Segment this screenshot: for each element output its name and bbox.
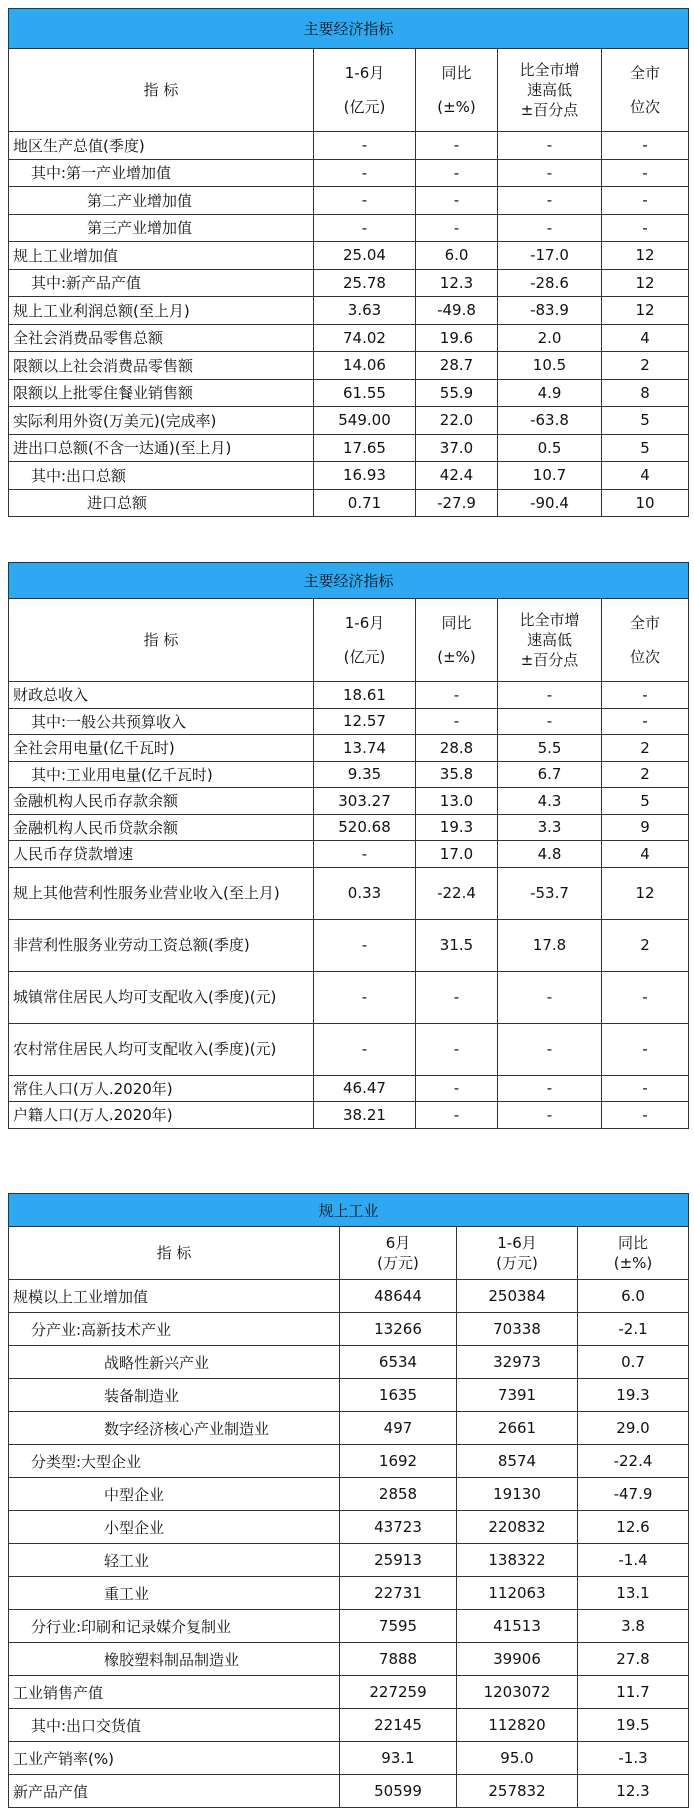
row-value-v1: 25.78 bbox=[314, 269, 416, 297]
row-value-v2: - bbox=[416, 132, 498, 160]
row-value-v3: - bbox=[498, 1075, 602, 1102]
table-row bbox=[9, 434, 689, 462]
row-value-v3: 4.3 bbox=[498, 788, 602, 815]
table-row bbox=[9, 324, 689, 352]
row-indicator-name: 其中:第一产业增加值 bbox=[9, 159, 314, 187]
header-col3: 比全市增 速高低 ±百分点 bbox=[498, 599, 602, 682]
row-value-v1: - bbox=[314, 132, 416, 160]
table-row bbox=[9, 1313, 689, 1346]
row-value-v1: 22731 bbox=[340, 1577, 457, 1610]
row-value-v1: - bbox=[314, 159, 416, 187]
table-row bbox=[9, 919, 689, 971]
header-indicator: 指 标 bbox=[9, 49, 314, 132]
row-value-v4: 4 bbox=[602, 462, 689, 490]
table-row bbox=[9, 352, 689, 380]
row-value-v2: - bbox=[416, 159, 498, 187]
row-value-v1: 549.00 bbox=[314, 407, 416, 435]
row-value-v2: 28.8 bbox=[416, 735, 498, 762]
row-value-v3: 17.8 bbox=[498, 919, 602, 971]
header-indicator: 指 标 bbox=[9, 1227, 340, 1280]
row-value-v4: 5 bbox=[602, 407, 689, 435]
header-col2: 1-6月 (万元) bbox=[457, 1227, 578, 1280]
row-value-v4: - bbox=[602, 1102, 689, 1129]
row-value-v3: - bbox=[498, 187, 602, 215]
row-value-v3: - bbox=[498, 159, 602, 187]
row-value-v1: 0.71 bbox=[314, 489, 416, 517]
row-value-v1: 18.61 bbox=[314, 682, 416, 709]
row-value-v1: 13.74 bbox=[314, 735, 416, 762]
row-value-v4: - bbox=[602, 214, 689, 242]
row-value-v3: 2.0 bbox=[498, 324, 602, 352]
row-value-v2: 31.5 bbox=[416, 919, 498, 971]
row-value-v1: 48644 bbox=[340, 1280, 457, 1313]
row-value-v1: - bbox=[314, 841, 416, 868]
table-row bbox=[9, 1075, 689, 1102]
row-value-v1: 6534 bbox=[340, 1346, 457, 1379]
row-value-v1: 16.93 bbox=[314, 462, 416, 490]
row-indicator-name: 第三产业增加值 bbox=[9, 214, 314, 242]
row-value-v2: 1203072 bbox=[457, 1676, 578, 1709]
row-value-v4: 8 bbox=[602, 379, 689, 407]
row-value-v2: 35.8 bbox=[416, 761, 498, 788]
header-col1: 1-6月 (亿元) bbox=[314, 49, 416, 132]
row-value-v2: - bbox=[416, 187, 498, 215]
row-value-v3: 3.3 bbox=[498, 814, 602, 841]
table-row bbox=[9, 489, 689, 517]
row-value-v4: 12 bbox=[602, 242, 689, 270]
row-value-v3: -90.4 bbox=[498, 489, 602, 517]
row-value-v3: 6.0 bbox=[578, 1280, 689, 1313]
row-value-v2: 112820 bbox=[457, 1709, 578, 1742]
row-value-v1: 13266 bbox=[340, 1313, 457, 1346]
row-value-v1: 74.02 bbox=[314, 324, 416, 352]
row-value-v4: 2 bbox=[602, 919, 689, 971]
row-value-v1: 303.27 bbox=[314, 788, 416, 815]
row-value-v4: 5 bbox=[602, 788, 689, 815]
header-col2: 同比 (±%) bbox=[416, 599, 498, 682]
row-indicator-name: 规上工业增加值 bbox=[9, 242, 314, 270]
row-indicator-name: 进出口总额(不含一达通)(至上月) bbox=[9, 434, 314, 462]
table-row bbox=[9, 1379, 689, 1412]
row-value-v1: 17.65 bbox=[314, 434, 416, 462]
row-value-v1: - bbox=[314, 214, 416, 242]
row-indicator-name: 分类型:大型企业 bbox=[9, 1445, 340, 1478]
row-value-v4: - bbox=[602, 132, 689, 160]
row-value-v1: 50599 bbox=[340, 1775, 457, 1808]
row-indicator-name: 工业产销率(%) bbox=[9, 1742, 340, 1775]
row-value-v1: 43723 bbox=[340, 1511, 457, 1544]
table-row bbox=[9, 735, 689, 762]
row-value-v3: - bbox=[498, 1102, 602, 1129]
row-value-v1: 7595 bbox=[340, 1610, 457, 1643]
row-value-v1: - bbox=[314, 1023, 416, 1075]
row-value-v4: - bbox=[602, 708, 689, 735]
table-row bbox=[9, 214, 689, 242]
row-value-v4: - bbox=[602, 187, 689, 215]
row-value-v2: 70338 bbox=[457, 1313, 578, 1346]
row-indicator-name: 财政总收入 bbox=[9, 682, 314, 709]
header-col4: 全市 位次 bbox=[602, 599, 689, 682]
row-value-v1: 61.55 bbox=[314, 379, 416, 407]
header-col1: 6月 (万元) bbox=[340, 1227, 457, 1280]
table-row bbox=[9, 867, 689, 919]
row-value-v2: 37.0 bbox=[416, 434, 498, 462]
row-value-v1: 38.21 bbox=[314, 1102, 416, 1129]
row-value-v3: - bbox=[498, 708, 602, 735]
row-value-v4: 4 bbox=[602, 841, 689, 868]
row-indicator-name: 规上工业利润总额(至上月) bbox=[9, 297, 314, 325]
row-value-v2: 19.6 bbox=[416, 324, 498, 352]
row-value-v2: 220832 bbox=[457, 1511, 578, 1544]
row-value-v1: 25.04 bbox=[314, 242, 416, 270]
header-col3: 同比 (±%) bbox=[578, 1227, 689, 1280]
row-value-v3: -22.4 bbox=[578, 1445, 689, 1478]
row-value-v3: -17.0 bbox=[498, 242, 602, 270]
row-value-v3: -47.9 bbox=[578, 1478, 689, 1511]
row-value-v4: - bbox=[602, 159, 689, 187]
row-value-v2: 39906 bbox=[457, 1643, 578, 1676]
table-row bbox=[9, 814, 689, 841]
row-value-v4: 12 bbox=[602, 269, 689, 297]
row-value-v1: - bbox=[314, 187, 416, 215]
row-indicator-name: 限额以上批零住餐业销售额 bbox=[9, 379, 314, 407]
row-indicator-name: 限额以上社会消费品零售额 bbox=[9, 352, 314, 380]
row-value-v3: 10.7 bbox=[498, 462, 602, 490]
table-row bbox=[9, 1445, 689, 1478]
row-value-v3: 0.5 bbox=[498, 434, 602, 462]
table-body bbox=[9, 132, 689, 517]
row-value-v2: -27.9 bbox=[416, 489, 498, 517]
table-title: 规上工业 bbox=[9, 1194, 689, 1227]
row-indicator-name: 新产品产值 bbox=[9, 1775, 340, 1808]
row-indicator-name: 分行业:印刷和记录媒介复制业 bbox=[9, 1610, 340, 1643]
row-value-v2: - bbox=[416, 708, 498, 735]
table-row bbox=[9, 1346, 689, 1379]
row-value-v1: 9.35 bbox=[314, 761, 416, 788]
table-row bbox=[9, 1102, 689, 1129]
table-row bbox=[9, 1643, 689, 1676]
row-value-v2: 32973 bbox=[457, 1346, 578, 1379]
row-value-v4: 2 bbox=[602, 352, 689, 380]
row-value-v1: 22145 bbox=[340, 1709, 457, 1742]
row-indicator-name: 全社会消费品零售总额 bbox=[9, 324, 314, 352]
row-value-v2: - bbox=[416, 1023, 498, 1075]
row-value-v2: 138322 bbox=[457, 1544, 578, 1577]
table-title: 主要经济指标 bbox=[9, 563, 689, 599]
main-indicators-table-2 bbox=[8, 562, 689, 1129]
row-value-v2: 6.0 bbox=[416, 242, 498, 270]
row-value-v2: - bbox=[416, 1102, 498, 1129]
row-indicator-name: 金融机构人民币贷款余额 bbox=[9, 814, 314, 841]
row-value-v4: - bbox=[602, 971, 689, 1023]
row-value-v2: 42.4 bbox=[416, 462, 498, 490]
row-indicator-name: 轻工业 bbox=[9, 1544, 340, 1577]
row-value-v2: 19.3 bbox=[416, 814, 498, 841]
row-indicator-name: 规上其他营利性服务业营业收入(至上月) bbox=[9, 867, 314, 919]
row-value-v3: -53.7 bbox=[498, 867, 602, 919]
row-value-v1: 46.47 bbox=[314, 1075, 416, 1102]
row-value-v2: 19130 bbox=[457, 1478, 578, 1511]
table-row bbox=[9, 1709, 689, 1742]
table-row bbox=[9, 971, 689, 1023]
row-indicator-name: 实际利用外资(万美元)(完成率) bbox=[9, 407, 314, 435]
header-col3: 比全市增 速高低 ±百分点 bbox=[498, 49, 602, 132]
row-value-v3: -63.8 bbox=[498, 407, 602, 435]
row-indicator-name: 全社会用电量(亿千瓦时) bbox=[9, 735, 314, 762]
row-indicator-name: 第二产业增加值 bbox=[9, 187, 314, 215]
table-body bbox=[9, 1280, 689, 1808]
row-value-v3: 4.8 bbox=[498, 841, 602, 868]
row-value-v4: 4 bbox=[602, 324, 689, 352]
table-row bbox=[9, 159, 689, 187]
row-indicator-name: 其中:一般公共预算收入 bbox=[9, 708, 314, 735]
row-value-v3: 6.7 bbox=[498, 761, 602, 788]
row-value-v3: - bbox=[498, 214, 602, 242]
row-value-v1: - bbox=[314, 919, 416, 971]
row-value-v1: 93.1 bbox=[340, 1742, 457, 1775]
table-row bbox=[9, 1676, 689, 1709]
header-indicator: 指 标 bbox=[9, 599, 314, 682]
row-indicator-name: 分产业:高新技术产业 bbox=[9, 1313, 340, 1346]
header-col4: 全市 位次 bbox=[602, 49, 689, 132]
row-value-v1: 12.57 bbox=[314, 708, 416, 735]
table-row bbox=[9, 1023, 689, 1075]
table-row bbox=[9, 242, 689, 270]
row-value-v1: 227259 bbox=[340, 1676, 457, 1709]
row-value-v1: 497 bbox=[340, 1412, 457, 1445]
table-body bbox=[9, 682, 689, 1129]
row-indicator-name: 装备制造业 bbox=[9, 1379, 340, 1412]
row-indicator-name: 户籍人口(万人.2020年) bbox=[9, 1102, 314, 1129]
row-value-v3: -83.9 bbox=[498, 297, 602, 325]
table-row bbox=[9, 682, 689, 709]
row-value-v4: 2 bbox=[602, 761, 689, 788]
row-indicator-name: 其中:出口总额 bbox=[9, 462, 314, 490]
row-value-v2: 22.0 bbox=[416, 407, 498, 435]
row-indicator-name: 战略性新兴产业 bbox=[9, 1346, 340, 1379]
row-value-v1: 2858 bbox=[340, 1478, 457, 1511]
row-value-v3: 13.1 bbox=[578, 1577, 689, 1610]
row-value-v3: -2.1 bbox=[578, 1313, 689, 1346]
row-value-v3: 12.6 bbox=[578, 1511, 689, 1544]
row-value-v2: - bbox=[416, 971, 498, 1023]
table-row bbox=[9, 1577, 689, 1610]
row-value-v1: 3.63 bbox=[314, 297, 416, 325]
row-value-v2: 12.3 bbox=[416, 269, 498, 297]
row-value-v3: 3.8 bbox=[578, 1610, 689, 1643]
row-value-v2: 95.0 bbox=[457, 1742, 578, 1775]
row-value-v4: 5 bbox=[602, 434, 689, 462]
row-value-v2: 13.0 bbox=[416, 788, 498, 815]
row-indicator-name: 非营利性服务业劳动工资总额(季度) bbox=[9, 919, 314, 971]
row-indicator-name: 规模以上工业增加值 bbox=[9, 1280, 340, 1313]
row-value-v2: -49.8 bbox=[416, 297, 498, 325]
row-value-v1: - bbox=[314, 971, 416, 1023]
row-value-v1: 7888 bbox=[340, 1643, 457, 1676]
table-row bbox=[9, 708, 689, 735]
row-value-v2: 250384 bbox=[457, 1280, 578, 1313]
row-indicator-name: 中型企业 bbox=[9, 1478, 340, 1511]
table-row bbox=[9, 1742, 689, 1775]
row-value-v2: 55.9 bbox=[416, 379, 498, 407]
row-value-v3: 29.0 bbox=[578, 1412, 689, 1445]
table-row bbox=[9, 407, 689, 435]
row-value-v3: 0.7 bbox=[578, 1346, 689, 1379]
row-value-v4: 12 bbox=[602, 867, 689, 919]
row-value-v3: 11.7 bbox=[578, 1676, 689, 1709]
row-value-v3: 5.5 bbox=[498, 735, 602, 762]
table-row bbox=[9, 1775, 689, 1808]
row-value-v3: - bbox=[498, 682, 602, 709]
row-value-v1: 520.68 bbox=[314, 814, 416, 841]
row-value-v4: 12 bbox=[602, 297, 689, 325]
header-col1: 1-6月 (亿元) bbox=[314, 599, 416, 682]
table-row bbox=[9, 788, 689, 815]
table-title: 主要经济指标 bbox=[9, 9, 689, 49]
row-value-v2: - bbox=[416, 214, 498, 242]
row-value-v3: 10.5 bbox=[498, 352, 602, 380]
row-indicator-name: 重工业 bbox=[9, 1577, 340, 1610]
row-value-v2: 2661 bbox=[457, 1412, 578, 1445]
row-indicator-name: 人民币存贷款增速 bbox=[9, 841, 314, 868]
table-row bbox=[9, 1280, 689, 1313]
row-value-v1: 25913 bbox=[340, 1544, 457, 1577]
row-indicator-name: 小型企业 bbox=[9, 1511, 340, 1544]
row-indicator-name: 地区生产总值(季度) bbox=[9, 132, 314, 160]
table-row bbox=[9, 269, 689, 297]
table-row bbox=[9, 1478, 689, 1511]
row-value-v4: - bbox=[602, 1023, 689, 1075]
row-value-v1: 0.33 bbox=[314, 867, 416, 919]
row-value-v3: -1.4 bbox=[578, 1544, 689, 1577]
table-row bbox=[9, 841, 689, 868]
row-value-v2: - bbox=[416, 682, 498, 709]
row-value-v3: - bbox=[498, 971, 602, 1023]
row-value-v4: 9 bbox=[602, 814, 689, 841]
row-value-v4: - bbox=[602, 1075, 689, 1102]
row-value-v1: 14.06 bbox=[314, 352, 416, 380]
row-indicator-name: 其中:出口交货值 bbox=[9, 1709, 340, 1742]
row-indicator-name: 其中:工业用电量(亿千瓦时) bbox=[9, 761, 314, 788]
row-indicator-name: 常住人口(万人.2020年) bbox=[9, 1075, 314, 1102]
row-value-v2: 257832 bbox=[457, 1775, 578, 1808]
row-indicator-name: 工业销售产值 bbox=[9, 1676, 340, 1709]
table-row bbox=[9, 187, 689, 215]
row-indicator-name: 其中:新产品产值 bbox=[9, 269, 314, 297]
row-value-v1: 1692 bbox=[340, 1445, 457, 1478]
row-value-v1: 1635 bbox=[340, 1379, 457, 1412]
row-value-v2: 28.7 bbox=[416, 352, 498, 380]
row-value-v3: 27.8 bbox=[578, 1643, 689, 1676]
row-indicator-name: 数字经济核心产业制造业 bbox=[9, 1412, 340, 1445]
table-row bbox=[9, 462, 689, 490]
row-indicator-name: 橡胶塑料制品制造业 bbox=[9, 1643, 340, 1676]
row-value-v4: 2 bbox=[602, 735, 689, 762]
main-indicators-table-1 bbox=[8, 8, 689, 517]
row-indicator-name: 金融机构人民币存款余额 bbox=[9, 788, 314, 815]
row-value-v4: 10 bbox=[602, 489, 689, 517]
row-value-v3: - bbox=[498, 132, 602, 160]
row-value-v2: -22.4 bbox=[416, 867, 498, 919]
row-value-v3: -1.3 bbox=[578, 1742, 689, 1775]
row-value-v3: 19.5 bbox=[578, 1709, 689, 1742]
industry-table bbox=[8, 1193, 689, 1808]
table-row bbox=[9, 379, 689, 407]
row-value-v3: 4.9 bbox=[498, 379, 602, 407]
row-indicator-name: 农村常住居民人均可支配收入(季度)(元) bbox=[9, 1023, 314, 1075]
row-value-v3: - bbox=[498, 1023, 602, 1075]
table-row bbox=[9, 1412, 689, 1445]
row-value-v3: -28.6 bbox=[498, 269, 602, 297]
table-row bbox=[9, 1544, 689, 1577]
row-value-v2: 41513 bbox=[457, 1610, 578, 1643]
row-value-v2: 8574 bbox=[457, 1445, 578, 1478]
row-indicator-name: 进口总额 bbox=[9, 489, 314, 517]
row-indicator-name: 城镇常住居民人均可支配收入(季度)(元) bbox=[9, 971, 314, 1023]
table-row bbox=[9, 761, 689, 788]
header-col2: 同比 (±%) bbox=[416, 49, 498, 132]
row-value-v3: 12.3 bbox=[578, 1775, 689, 1808]
table-row bbox=[9, 1610, 689, 1643]
row-value-v2: 7391 bbox=[457, 1379, 578, 1412]
table-row bbox=[9, 132, 689, 160]
row-value-v2: 112063 bbox=[457, 1577, 578, 1610]
table-row bbox=[9, 1511, 689, 1544]
table-row bbox=[9, 297, 689, 325]
row-value-v3: 19.3 bbox=[578, 1379, 689, 1412]
row-value-v4: - bbox=[602, 682, 689, 709]
row-value-v2: - bbox=[416, 1075, 498, 1102]
row-value-v2: 17.0 bbox=[416, 841, 498, 868]
